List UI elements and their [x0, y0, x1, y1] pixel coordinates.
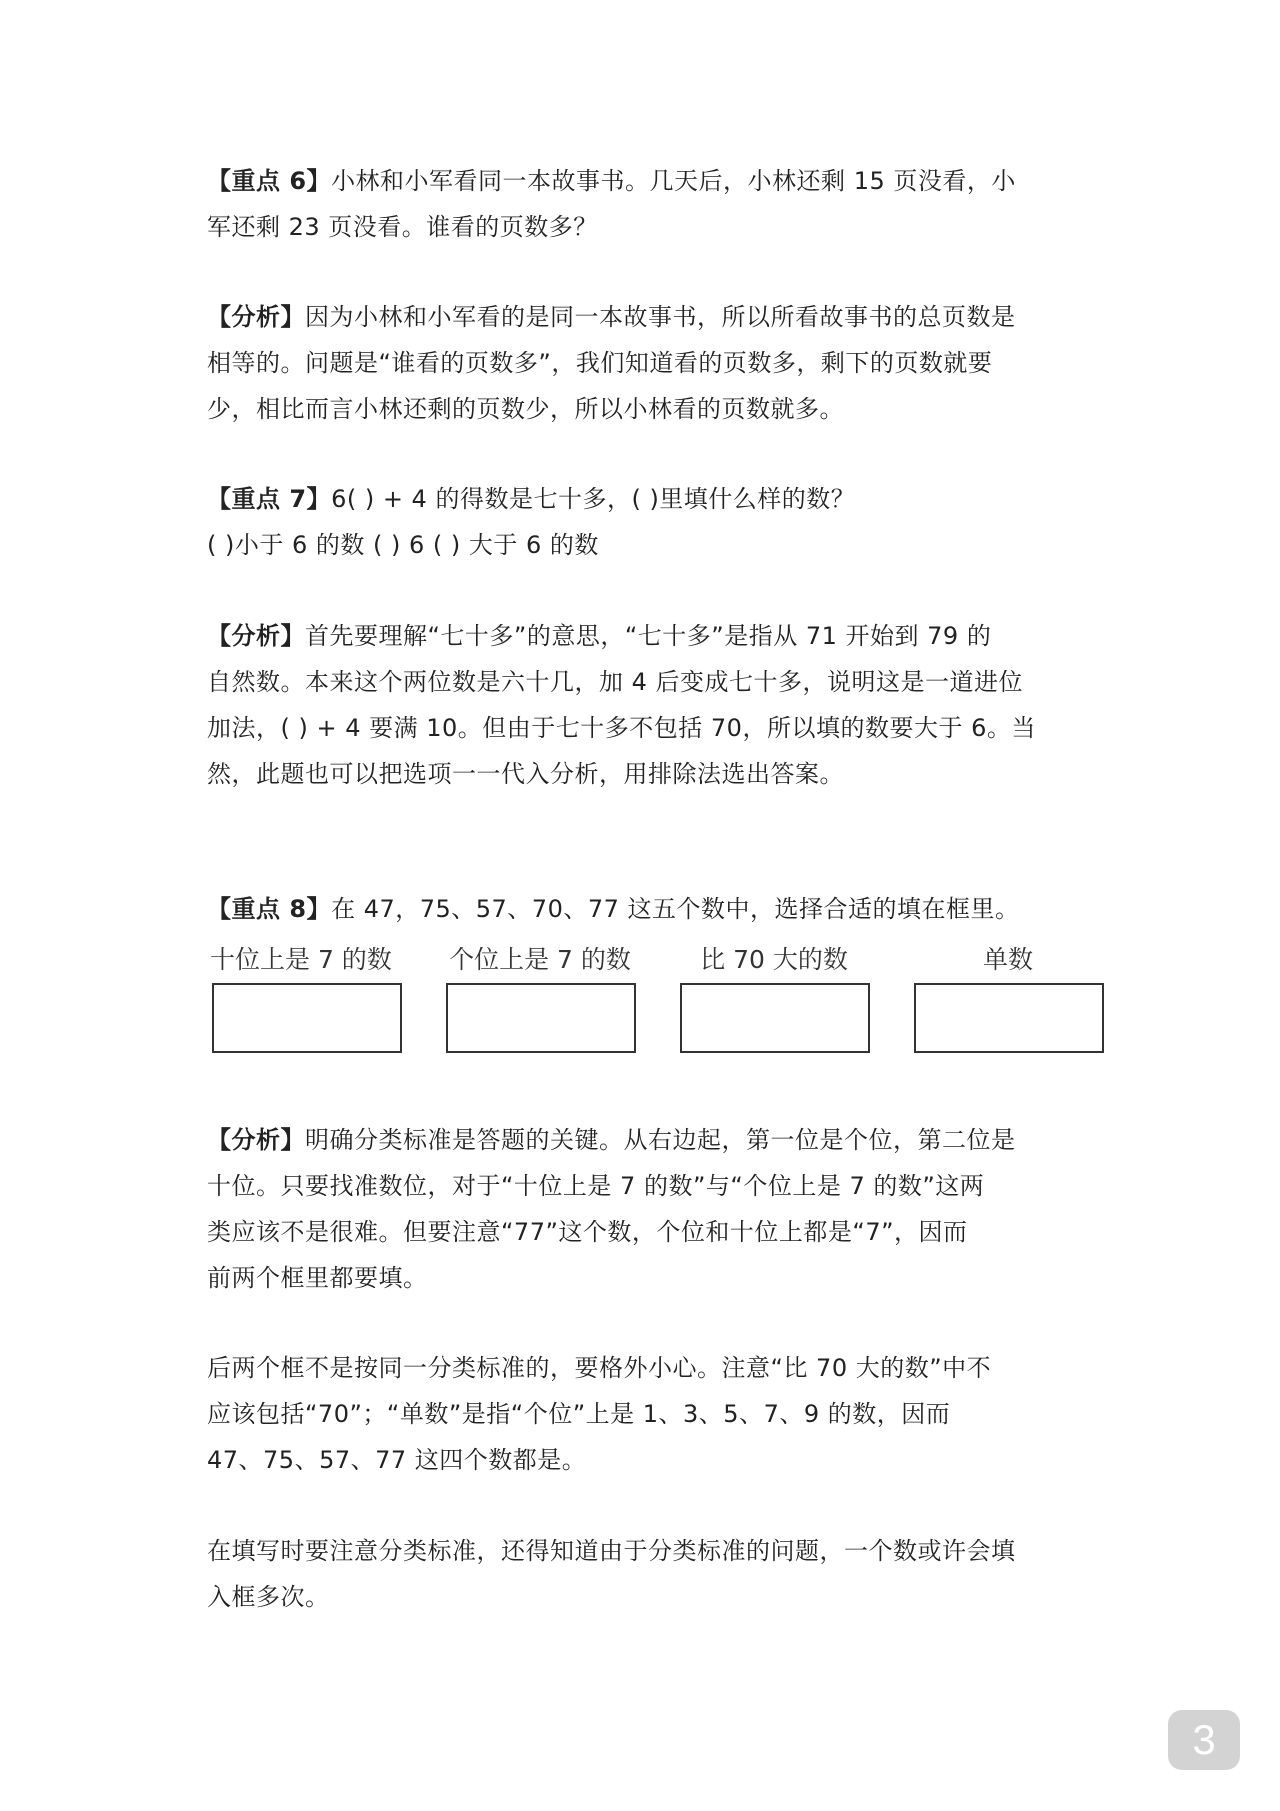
paragraph-later-boxes-text-3: 47、75、57、77 这四个数都是。 [207, 1446, 587, 1474]
answer-box-ones-seven[interactable] [446, 983, 636, 1053]
key-point-8 [207, 886, 1087, 932]
analysis-8-tag: 【分析】 [207, 1126, 305, 1154]
key-point-6-tag: 【重点 6】 [207, 167, 332, 195]
analysis-6-text-1: 因为小林和小军看的是同一本故事书，所以所看故事书的总页数是 [305, 303, 1016, 331]
analysis-7-text-4: 然，此题也可以把选项一一代入分析，用排除法选出答案。 [207, 760, 844, 788]
paragraph-later-boxes-text-2: 应该包括“70”；“单数”是指“个位”上是 1、3、5、7、9 的数，因而 [207, 1400, 951, 1428]
analysis-8-text-2: 十位。只要找准数位，对于“十位上是 7 的数”与“个位上是 7 的数”这两 [207, 1172, 985, 1200]
key-point-6-text-2: 军还剩 23 页没看。谁看的页数多？ [207, 213, 598, 241]
analysis-7 [207, 613, 1087, 797]
paragraph-conclusion-text-2: 入框多次。 [207, 1583, 330, 1611]
key-point-6-line-1 [207, 158, 1087, 204]
analysis-7-text-1: 首先要理解“七十多”的意思，“七十多”是指从 71 开始到 79 的 [305, 622, 992, 650]
analysis-6-text-2: 相等的。问题是“谁看的页数多”，我们知道看的页数多，剩下的页数就要 [207, 349, 993, 377]
analysis-7-text-2: 自然数。本来这个两位数是六十几，加 4 后变成七十多，说明这是一道进位 [207, 668, 1024, 696]
analysis-8-text-1: 明确分类标准是答题的关键。从右边起，第一位是个位，第二位是 [305, 1126, 1016, 1154]
analysis-8-text-4: 前两个框里都要填。 [207, 1264, 428, 1292]
box-label-ones-seven: 个位上是 7 的数 [449, 945, 631, 974]
answer-box-tens-seven[interactable] [212, 983, 402, 1053]
key-point-7-line-1 [207, 476, 1087, 522]
analysis-6 [207, 294, 1087, 432]
key-point-8-text-1: 在 47，75、57、70、77 这五个数中，选择合适的填在框里。 [331, 895, 1020, 923]
key-point-6-text-1: 小林和小军看同一本故事书。几天后，小林还剩 15 页没看，小 [331, 167, 1016, 195]
answer-box-greater-than-70[interactable] [680, 983, 870, 1053]
key-point-6 [207, 158, 1087, 250]
analysis-6-text-3: 少，相比而言小林还剩的页数少，所以小林看的页数就多。 [207, 395, 844, 423]
analysis-8-line-1 [207, 1117, 1087, 1163]
answer-box-odd[interactable] [914, 983, 1104, 1053]
key-point-7-text-2: ( )小于 6 的数 ( ) 6 ( ) 大于 6 的数 [207, 531, 599, 559]
analysis-7-tag: 【分析】 [207, 622, 305, 650]
box-labels [210, 940, 1110, 980]
page-number-badge: 3 [1168, 1710, 1240, 1770]
box-label-odd: 单数 [982, 945, 1033, 974]
analysis-8-text-3: 类应该不是很难。但要注意“77”这个数，个位和十位上都是“7”，因而 [207, 1218, 968, 1246]
paragraph-later-boxes [207, 1345, 1087, 1483]
analysis-8 [207, 1117, 1087, 1301]
paragraph-conclusion [207, 1528, 1087, 1620]
paragraph-conclusion-text-1: 在填写时要注意分类标准，还得知道由于分类标准的问题，一个数或许会填 [207, 1537, 1016, 1565]
box-label-greater-than-70: 比 70 大的数 [700, 945, 848, 974]
analysis-6-line-1 [207, 294, 1087, 340]
key-point-7 [207, 476, 1087, 568]
key-point-7-tag: 【重点 7】 [207, 485, 332, 513]
analysis-6-tag: 【分析】 [207, 303, 305, 331]
key-point-8-line-1 [207, 886, 1087, 932]
analysis-7-line-1 [207, 613, 1087, 659]
key-point-7-text-1: 6( ) + 4 的得数是七十多，( )里填什么样的数？ [331, 485, 856, 513]
box-label-tens-seven: 十位上是 7 的数 [210, 945, 392, 974]
analysis-7-text-3: 加法，( ) + 4 要满 10。但由于七十多不包括 70，所以填的数要大于 6。当 [207, 714, 1036, 742]
paragraph-later-boxes-text-1: 后两个框不是按同一分类标准的，要格外小心。注意“比 70 大的数”中不 [207, 1354, 992, 1382]
key-point-8-tag: 【重点 8】 [207, 895, 332, 923]
